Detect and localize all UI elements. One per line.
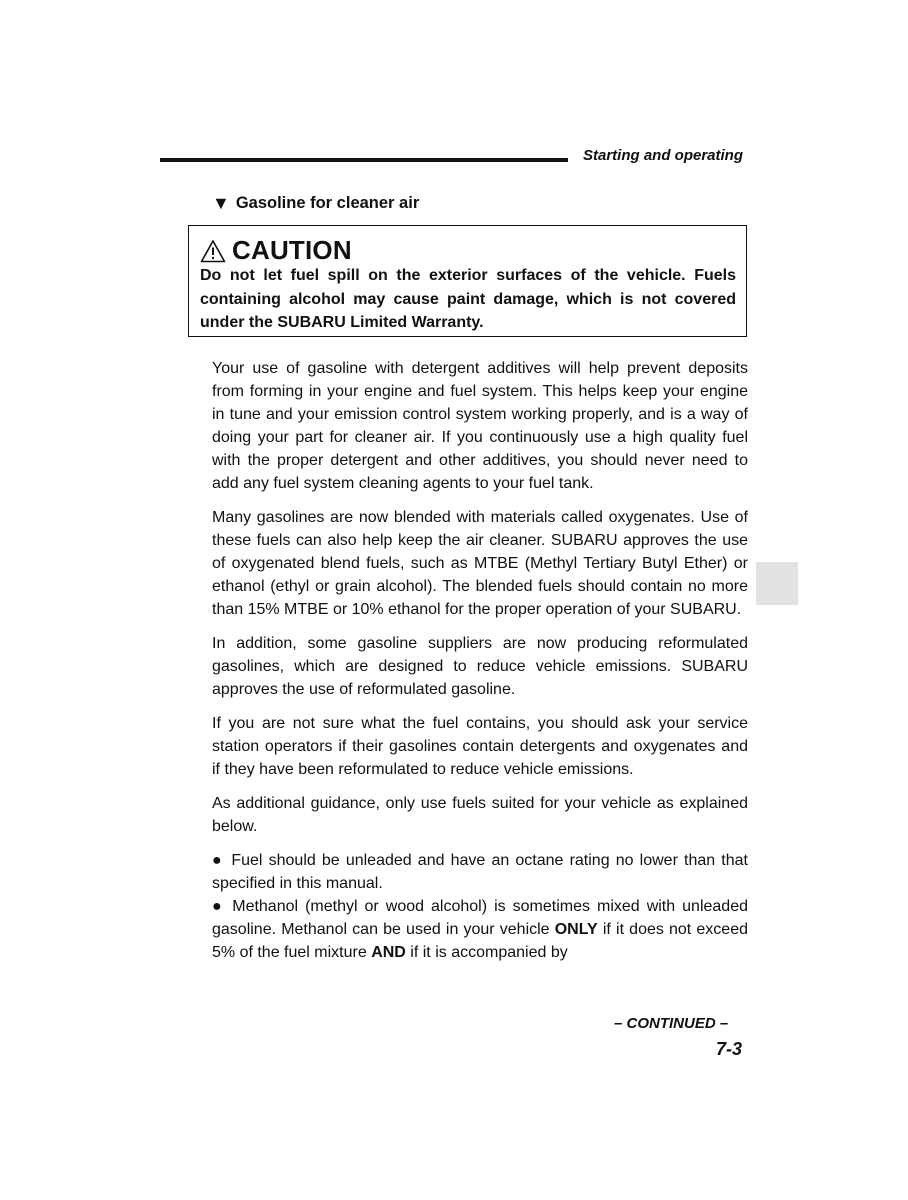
- warning-triangle-icon: [200, 239, 226, 263]
- paragraph: If you are not sure what the fuel contains, you should ask your service station operators if their gasolines contain detergents and oxygenates and if they have been reformulated to reduce vehicle emissions.: [212, 715, 748, 778]
- bullet-emphasis: ONLY: [554, 921, 598, 938]
- bullet-text: Fuel should be unleaded and have an octane rating no lower than that specified in this manual.: [212, 852, 748, 892]
- caution-box: [188, 225, 747, 337]
- chapter-side-tab: [756, 562, 798, 605]
- section-header: Starting and operating: [583, 147, 744, 164]
- bullet-text: if it does not exceed 5% of the fuel mixture: [212, 921, 748, 961]
- paragraph: In addition, some gasoline suppliers are now producing reformulated gasolines, which are designed to reduce vehicle emissions. SUBARU approves the use of reformulated gasoline.: [212, 635, 748, 698]
- bullet-text: Methanol (methyl or wood alcohol) is sometimes mixed with unleaded gasoline. Methanol can be used in your vehicle: [212, 898, 748, 938]
- paragraph: As additional guidance, only use fuels suited for your vehicle as explained below.: [212, 795, 748, 835]
- bullet-item: [212, 895, 748, 964]
- section-heading: [212, 193, 419, 214]
- bullet-icon: ●: [212, 852, 224, 869]
- triangle-marker-icon: ▼: [212, 193, 230, 213]
- caution-title: CAUTION: [232, 235, 352, 265]
- caution-text: Do not let fuel spill on the exterior surfaces of the vehicle. Fuels containing alcohol may cause paint damage, which is not covered under the SUBARU Limited Warranty.: [200, 267, 736, 331]
- caution-header: [200, 235, 352, 266]
- bullet-item: [212, 849, 748, 895]
- paragraph: Your use of gasoline with detergent additives will help prevent deposits from forming in your engine and fuel system. This helps keep your engine in tune and your emission control system working properly, and is a way of doing your part for cleaner air. If you continuously use a high quality fuel with the proper detergent and other additives, you should never need to add any fuel system cleaning agents to your fuel tank.: [212, 360, 748, 492]
- bullet-icon: ●: [212, 898, 225, 915]
- header-rule: [160, 158, 568, 162]
- bullet-text: if it is accompanied by: [405, 944, 568, 961]
- paragraph: Many gasolines are now blended with materials called oxygenates. Use of these fuels can also help keep the air cleaner. SUBARU approves the use of oxygenated blend fuels, such as MTBE (Methyl Tertiary Butyl Ether) or ethanol (ethyl or grain alcohol). The blended fuels should contain no more than 15% MTBE or 10% ethanol for the proper operation of your SUBARU.: [212, 509, 748, 618]
- page-number: 7-3: [716, 1039, 743, 1059]
- section-heading-title: Gasoline for cleaner air: [235, 194, 420, 212]
- bullet-emphasis: AND: [371, 944, 406, 961]
- body-text: [212, 357, 748, 964]
- continued-label: – CONTINUED –: [614, 1015, 729, 1032]
